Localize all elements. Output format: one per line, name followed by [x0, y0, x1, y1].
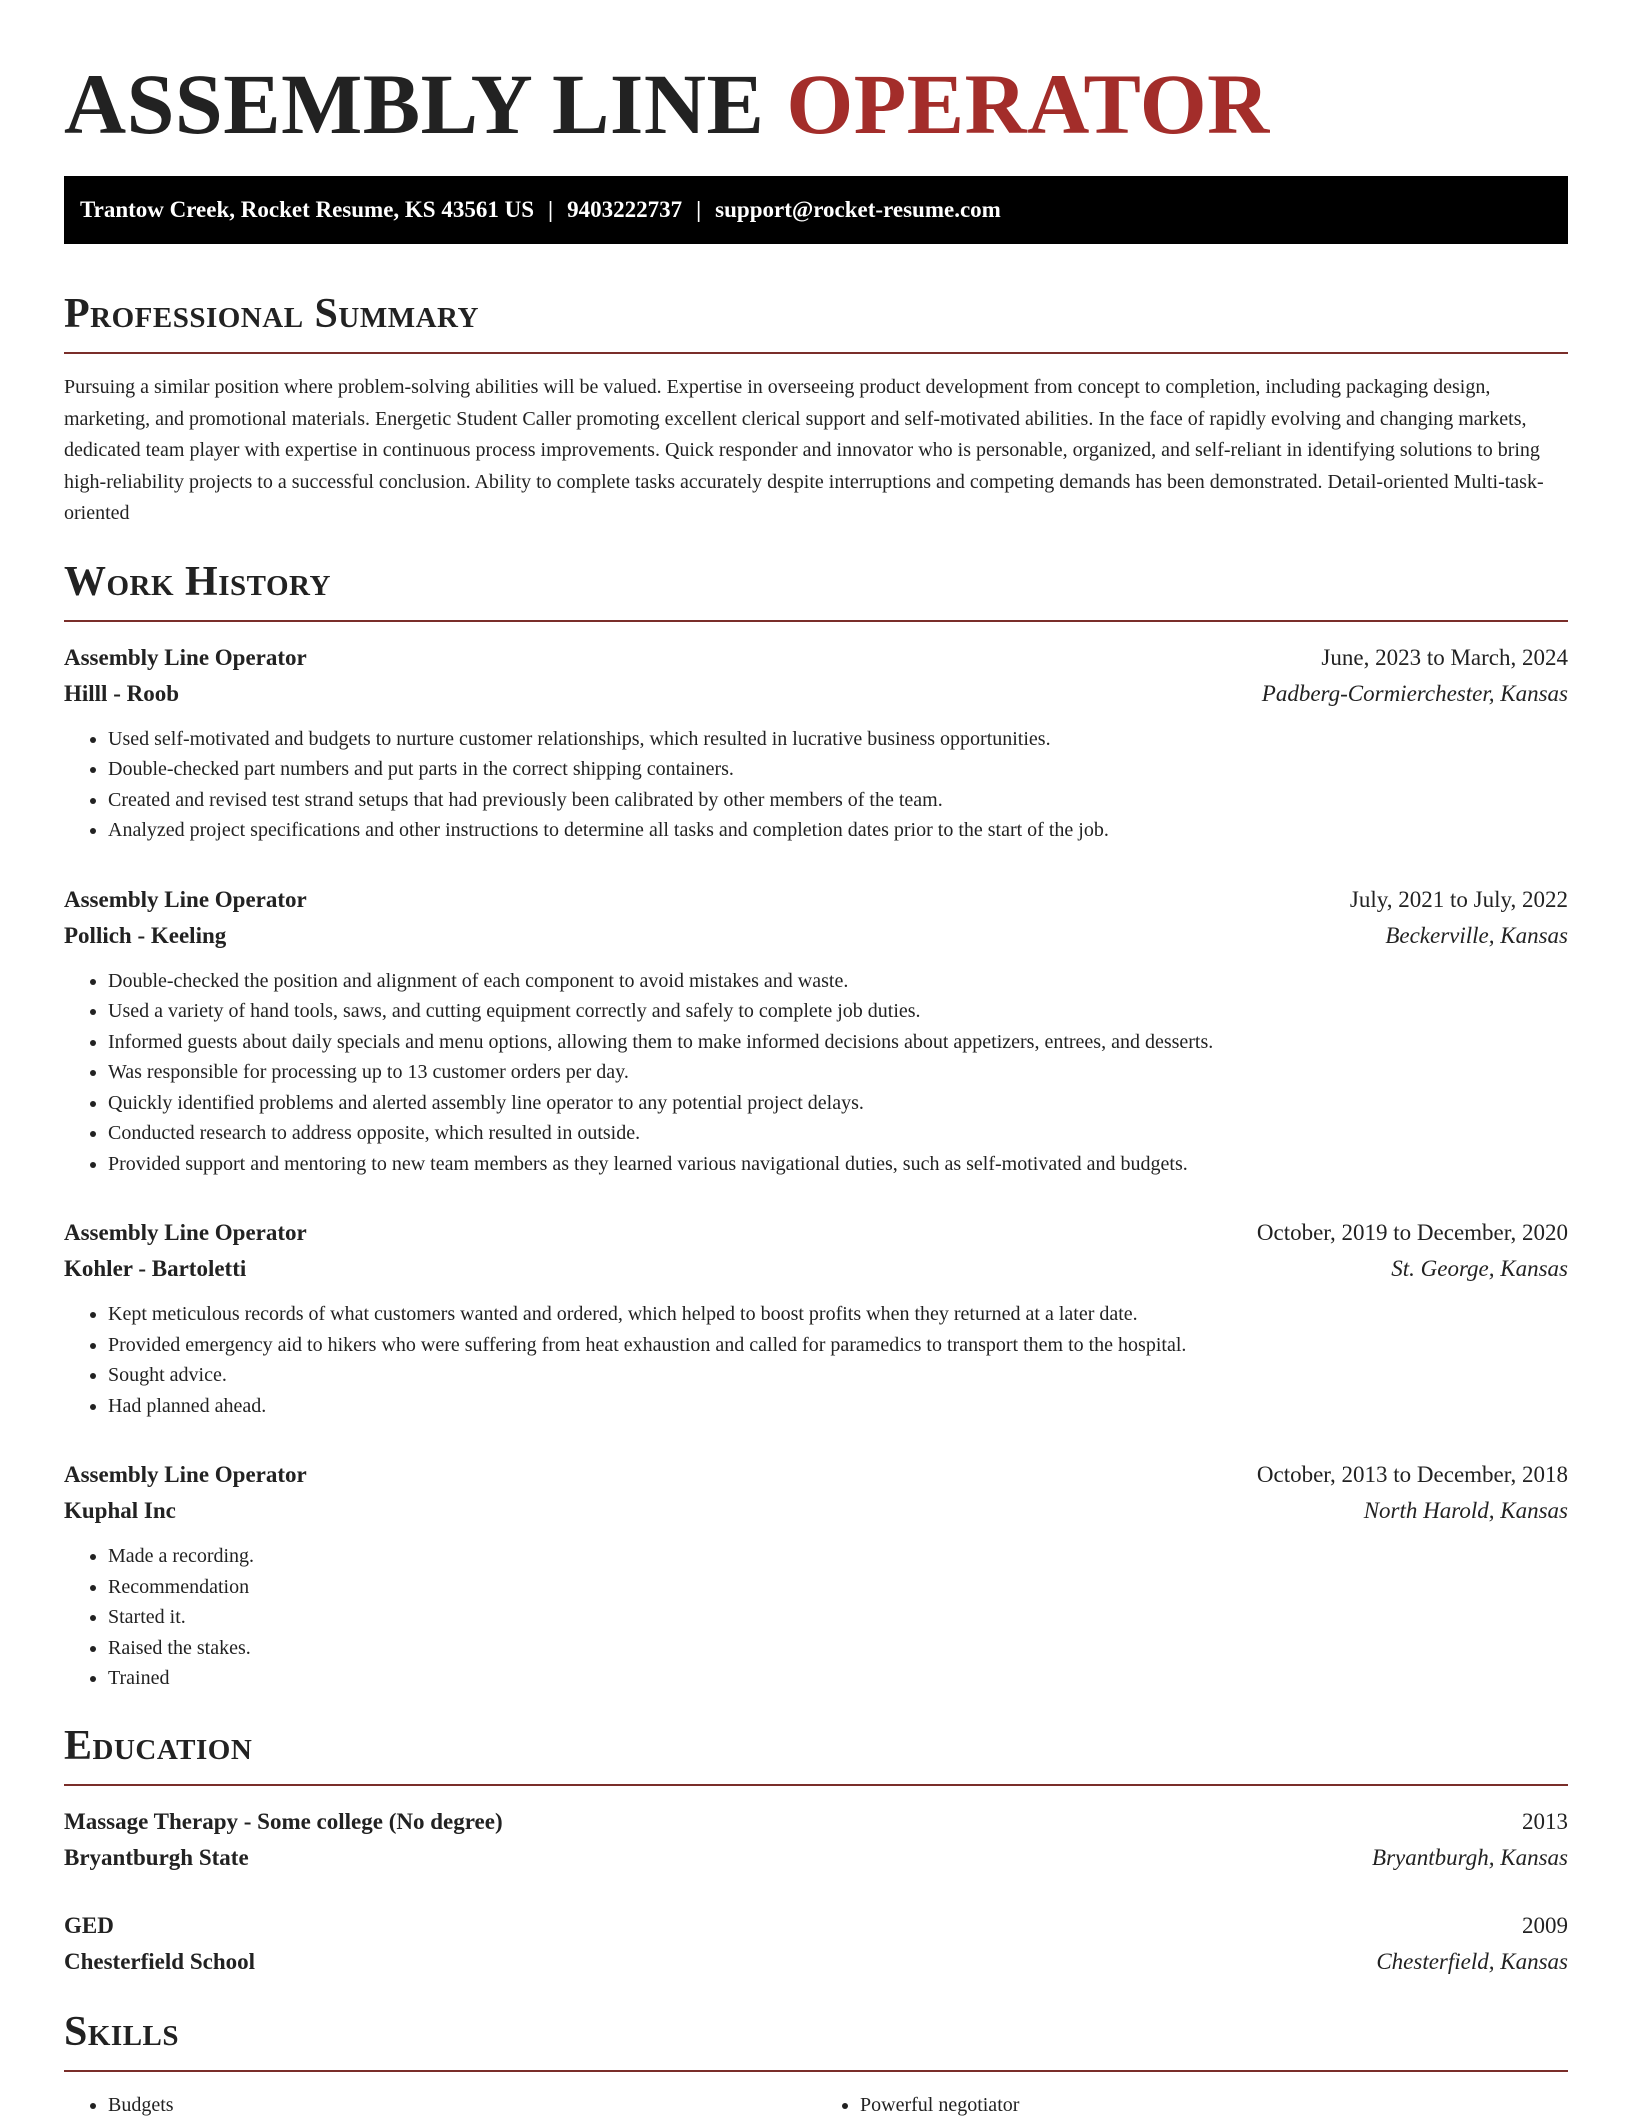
list-item: • Double-checked the position and alignment of each component to avoid mistakes and waste. [108, 966, 1568, 997]
name-last: OPERATOR [786, 56, 1269, 152]
section-divider [64, 2070, 1568, 2072]
job-bullets [64, 1299, 1568, 1421]
job-company: Kuphal Inc [64, 1493, 176, 1529]
job-dates: October, 2019 to December, 2020 [1257, 1215, 1568, 1251]
education-degree: Massage Therapy - Some college (No degree) [64, 1804, 503, 1840]
education-year: 2013 [1522, 1804, 1568, 1840]
list-item: • Trained [108, 1663, 1568, 1694]
list-item: • Provided emergency aid to hikers who were suffering from heat exhaustion and called for paramedics to transport them to the hospital. [108, 1330, 1568, 1361]
list-item: • Recommendation [108, 1572, 1568, 1603]
contact-email: support@rocket-resume.com [715, 197, 1001, 222]
job-bullets [64, 1541, 1568, 1694]
skills-columns [64, 2090, 1568, 2120]
section-title-education: Education [64, 1722, 1568, 1770]
job-subheader [64, 918, 1568, 954]
contact-address: Trantow Creek, Rocket Resume, KS 43561 US [80, 197, 534, 222]
resume-name [64, 0, 1568, 176]
list-item: • Double-checked part numbers and put parts in the correct shipping containers. [108, 754, 1568, 785]
job-entry [64, 1215, 1568, 1421]
contact-bar [64, 176, 1568, 244]
job-bullets [64, 966, 1568, 1180]
job-header [64, 640, 1568, 676]
job-entry [64, 1457, 1568, 1694]
job-role: Assembly Line Operator [64, 640, 307, 676]
job-dates: June, 2023 to March, 2024 [1321, 640, 1568, 676]
list-item: • Had planned ahead. [108, 1391, 1568, 1422]
section-title-work: Work History [64, 558, 1568, 606]
summary-text: Pursuing a similar position where problem-solving abilities will be valued. Expertise in overseeing product development from concept to completion, including packaging design, marketing, and promotional materials. Energetic Student Caller promoting excellent clerical support and self-motivated abilities. In the face of rapidly evolving and changing markets, dedicated team player with expertise in continuous process improvements. Quick responder and innovator who is personable, organized, and self-reliant in identifying solutions to bring high-reliability projects to a successful conclusion. Ability to complete tasks accurately despite interruptions and competing demands has been demonstrated. Detail-oriented Multi-task-oriented [64, 372, 1568, 530]
job-company: Hilll - Roob [64, 676, 179, 712]
education-section [64, 1722, 1568, 1980]
job-location: Beckerville, Kansas [1385, 918, 1568, 954]
skills-section [64, 2008, 1568, 2120]
list-item: • Used self-motivated and budgets to nurture customer relationships, which resulted in lucrative business opportunities. [108, 724, 1568, 755]
job-subheader [64, 676, 1568, 712]
job-role: Assembly Line Operator [64, 882, 307, 918]
list-item: • Conducted research to address opposite, which resulted in outside. [108, 1118, 1568, 1149]
job-location: Padberg-Cormierchester, Kansas [1262, 676, 1568, 712]
job-header [64, 1457, 1568, 1493]
job-company: Pollich - Keeling [64, 918, 226, 954]
education-subheader [64, 1840, 1568, 1876]
contact-phone: 9403222737 [567, 197, 682, 222]
education-header [64, 1804, 1568, 1840]
education-entry [64, 1908, 1568, 1980]
section-title-skills: Skills [64, 2008, 1568, 2056]
job-dates: July, 2021 to July, 2022 [1350, 882, 1568, 918]
list-item: • Created and revised test strand setups that had previously been calibrated by other members of the team. [108, 785, 1568, 816]
summary-section [64, 290, 1568, 530]
list-item: • Budgets [108, 2090, 816, 2120]
job-subheader [64, 1251, 1568, 1287]
skills-list-left [64, 2090, 816, 2120]
list-item: • Used a variety of hand tools, saws, and cutting equipment correctly and safely to complete job duties. [108, 996, 1568, 1027]
job-bullets [64, 724, 1568, 846]
education-school: Chesterfield School [64, 1944, 255, 1980]
education-location: Chesterfield, Kansas [1376, 1944, 1568, 1980]
list-item: • Analyzed project specifications and other instructions to determine all tasks and completion dates prior to the start of the job. [108, 815, 1568, 846]
job-header [64, 1215, 1568, 1251]
education-year: 2009 [1522, 1908, 1568, 1944]
section-divider [64, 1784, 1568, 1786]
work-section [64, 558, 1568, 1694]
contact-separator: | [534, 197, 567, 222]
section-divider [64, 620, 1568, 622]
job-location: North Harold, Kansas [1364, 1493, 1568, 1529]
list-item: • Kept meticulous records of what customers wanted and ordered, which helped to boost profits when they returned at a later date. [108, 1299, 1568, 1330]
list-item: • Raised the stakes. [108, 1633, 1568, 1664]
skills-list-right [816, 2090, 1568, 2120]
list-item: • Sought advice. [108, 1360, 1568, 1391]
list-item: • Informed guests about daily specials and menu options, allowing them to make informed decisions about appetizers, entrees, and desserts. [108, 1027, 1568, 1058]
job-company: Kohler - Bartoletti [64, 1251, 246, 1287]
contact-separator: | [682, 197, 715, 222]
list-item: • Provided support and mentoring to new team members as they learned various navigational duties, such as self-motivated and budgets. [108, 1149, 1568, 1180]
job-entry [64, 640, 1568, 846]
list-item: • Quickly identified problems and alerted assembly line operator to any potential project delays. [108, 1088, 1568, 1119]
list-item: • Started it. [108, 1602, 1568, 1633]
education-header [64, 1908, 1568, 1944]
education-school: Bryantburgh State [64, 1840, 249, 1876]
job-dates: October, 2013 to December, 2018 [1257, 1457, 1568, 1493]
job-subheader [64, 1493, 1568, 1529]
list-item: • Made a recording. [108, 1541, 1568, 1572]
job-role: Assembly Line Operator [64, 1457, 307, 1493]
education-location: Bryantburgh, Kansas [1372, 1840, 1568, 1876]
job-header [64, 882, 1568, 918]
section-title-summary: Professional Summary [64, 290, 1568, 338]
education-subheader [64, 1944, 1568, 1980]
job-role: Assembly Line Operator [64, 1215, 307, 1251]
job-entry [64, 882, 1568, 1180]
list-item: • Was responsible for processing up to 13 customer orders per day. [108, 1057, 1568, 1088]
list-item: • Powerful negotiator [860, 2090, 1568, 2120]
section-divider [64, 352, 1568, 354]
education-entry [64, 1804, 1568, 1876]
education-degree: GED [64, 1908, 114, 1944]
job-location: St. George, Kansas [1391, 1251, 1568, 1287]
name-first: ASSEMBLY LINE [64, 56, 764, 152]
